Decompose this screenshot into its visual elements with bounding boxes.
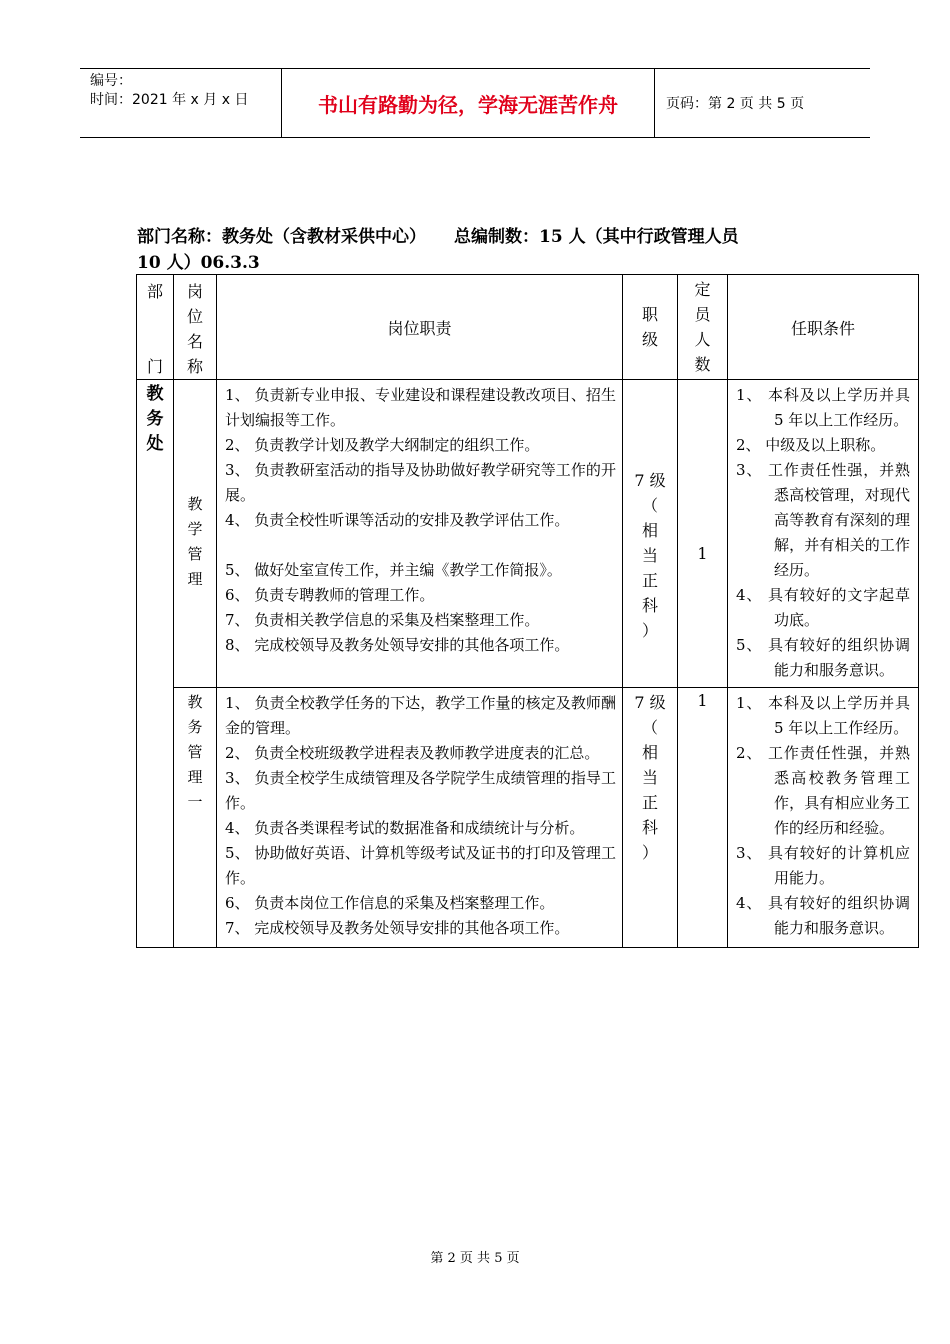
duty-item: 4、 负责各类课程考试的数据准备和成绩统计与分析。 [225, 819, 585, 837]
table-row [137, 380, 919, 688]
header-duties: 岗位职责 [217, 275, 623, 380]
requirement-item: 2、 中级及以上职称。 [736, 436, 886, 454]
grade-cell: 7 级 （ 相 当 正 科 ） [623, 688, 678, 948]
duty-item: 5、 协助做好英语、计算机等级考试及证书的打印及管理工作。 [225, 844, 616, 887]
requirement-item: 4、 具有较好的文字起草功底。 [736, 586, 910, 629]
duty-item: 8、 完成校领导及教务处领导安排的其他各项工作。 [225, 636, 570, 654]
dept-name-cell: 教 务 处 [137, 380, 174, 948]
duty-item: 5、 做好处室宣传工作，并主编《教学工作简报》。 [225, 561, 562, 579]
header-dept: 部 门 [137, 275, 174, 380]
post-name-cell: 教 学 管 理 [174, 380, 217, 688]
duty-item: 2、 负责教学计划及教学大纲制定的组织工作。 [225, 436, 540, 454]
doc-number-label: 编号： [90, 73, 132, 89]
duty-table [136, 274, 919, 948]
duty-item: 6、 负责专聘教师的管理工作。 [225, 586, 435, 604]
post-name-cell: 教 务 管 理 一 [174, 688, 217, 948]
duty-item: 4、 负责全校性听课等活动的安排及教学评估工作。 [225, 511, 570, 529]
header-motto: 书山有路勤为径，学海无涯苦作舟 [282, 69, 655, 137]
header-page-label: 页码：第 2 页 共 5 页 [666, 96, 805, 112]
requirement-item: 2、 工作责任性强，并熟悉高校教务管理工作，具有相应业务工作的经历和经验。 [736, 744, 910, 837]
page-footer: 第 2 页 共 5 页 [430, 1251, 520, 1266]
duty-item: 1、 负责全校教学任务的下达，教学工作量的核定及教师酬金的管理。 [225, 694, 616, 737]
duty-item: 1、 负责新专业申报、专业建设和课程建设教改项目、招生计划编报等工作。 [225, 386, 616, 429]
requirement-item: 4、 具有较好的组织协调能力和服务意识。 [736, 894, 910, 937]
doc-date-label: 时间：2021 年 x 月 x 日 [90, 92, 249, 108]
requirement-item: 5、 具有较好的组织协调能力和服务意识。 [736, 636, 910, 679]
header-post: 岗 位 名 称 [174, 275, 217, 380]
header-meta [80, 69, 282, 137]
duty-item: 2、 负责全校班级教学进程表及教师教学进度表的汇总。 [225, 744, 600, 762]
requirement-item: 3、 具有较好的计算机应用能力。 [736, 844, 910, 887]
count-cell: 1 [678, 688, 728, 948]
title-line-2: 10 人）06.3.3 [137, 253, 260, 273]
requirement-item: 3、 工作责任性强，并熟悉高校管理，对现代高等教育有深刻的理解，并有相关的工作经历。 [736, 461, 910, 579]
requirement-item: 1、 本科及以上学历并具 5 年以上工作经历。 [736, 386, 910, 429]
duties-cell [217, 380, 623, 688]
header-grade: 职 级 [623, 275, 678, 380]
grade-cell: 7 级 （ 相 当 正 科 ） [623, 380, 678, 688]
header-requirements: 任职条件 [728, 275, 919, 380]
requirements-cell [728, 380, 919, 688]
duty-item: 3、 负责教研室活动的指导及协助做好教学研究等工作的开展。 [225, 461, 616, 504]
duties-cell [217, 688, 623, 948]
requirement-item: 1、 本科及以上学历并具 5 年以上工作经历。 [736, 694, 910, 737]
duty-item: 7、 完成校领导及教务处领导安排的其他各项工作。 [225, 919, 570, 937]
duty-item: 7、 负责相关教学信息的采集及档案整理工作。 [225, 611, 540, 629]
table-row [137, 688, 919, 948]
document-title [137, 224, 837, 276]
dept-name-label: 部门名称：教务处（含教材采供中心） [137, 227, 426, 247]
requirements-cell [728, 688, 919, 948]
duty-item: 6、 负责本岗位工作信息的采集及档案整理工作。 [225, 894, 555, 912]
count-cell: 1 [678, 380, 728, 688]
page-header [80, 68, 870, 138]
table-header-row [137, 275, 919, 380]
header-count: 定 员 人 数 [678, 275, 728, 380]
staff-total-label: 总编制数：15 人（其中行政管理人员 [454, 227, 739, 247]
duty-item: 3、 负责全校学生成绩管理及各学院学生成绩管理的指导工作。 [225, 769, 616, 812]
